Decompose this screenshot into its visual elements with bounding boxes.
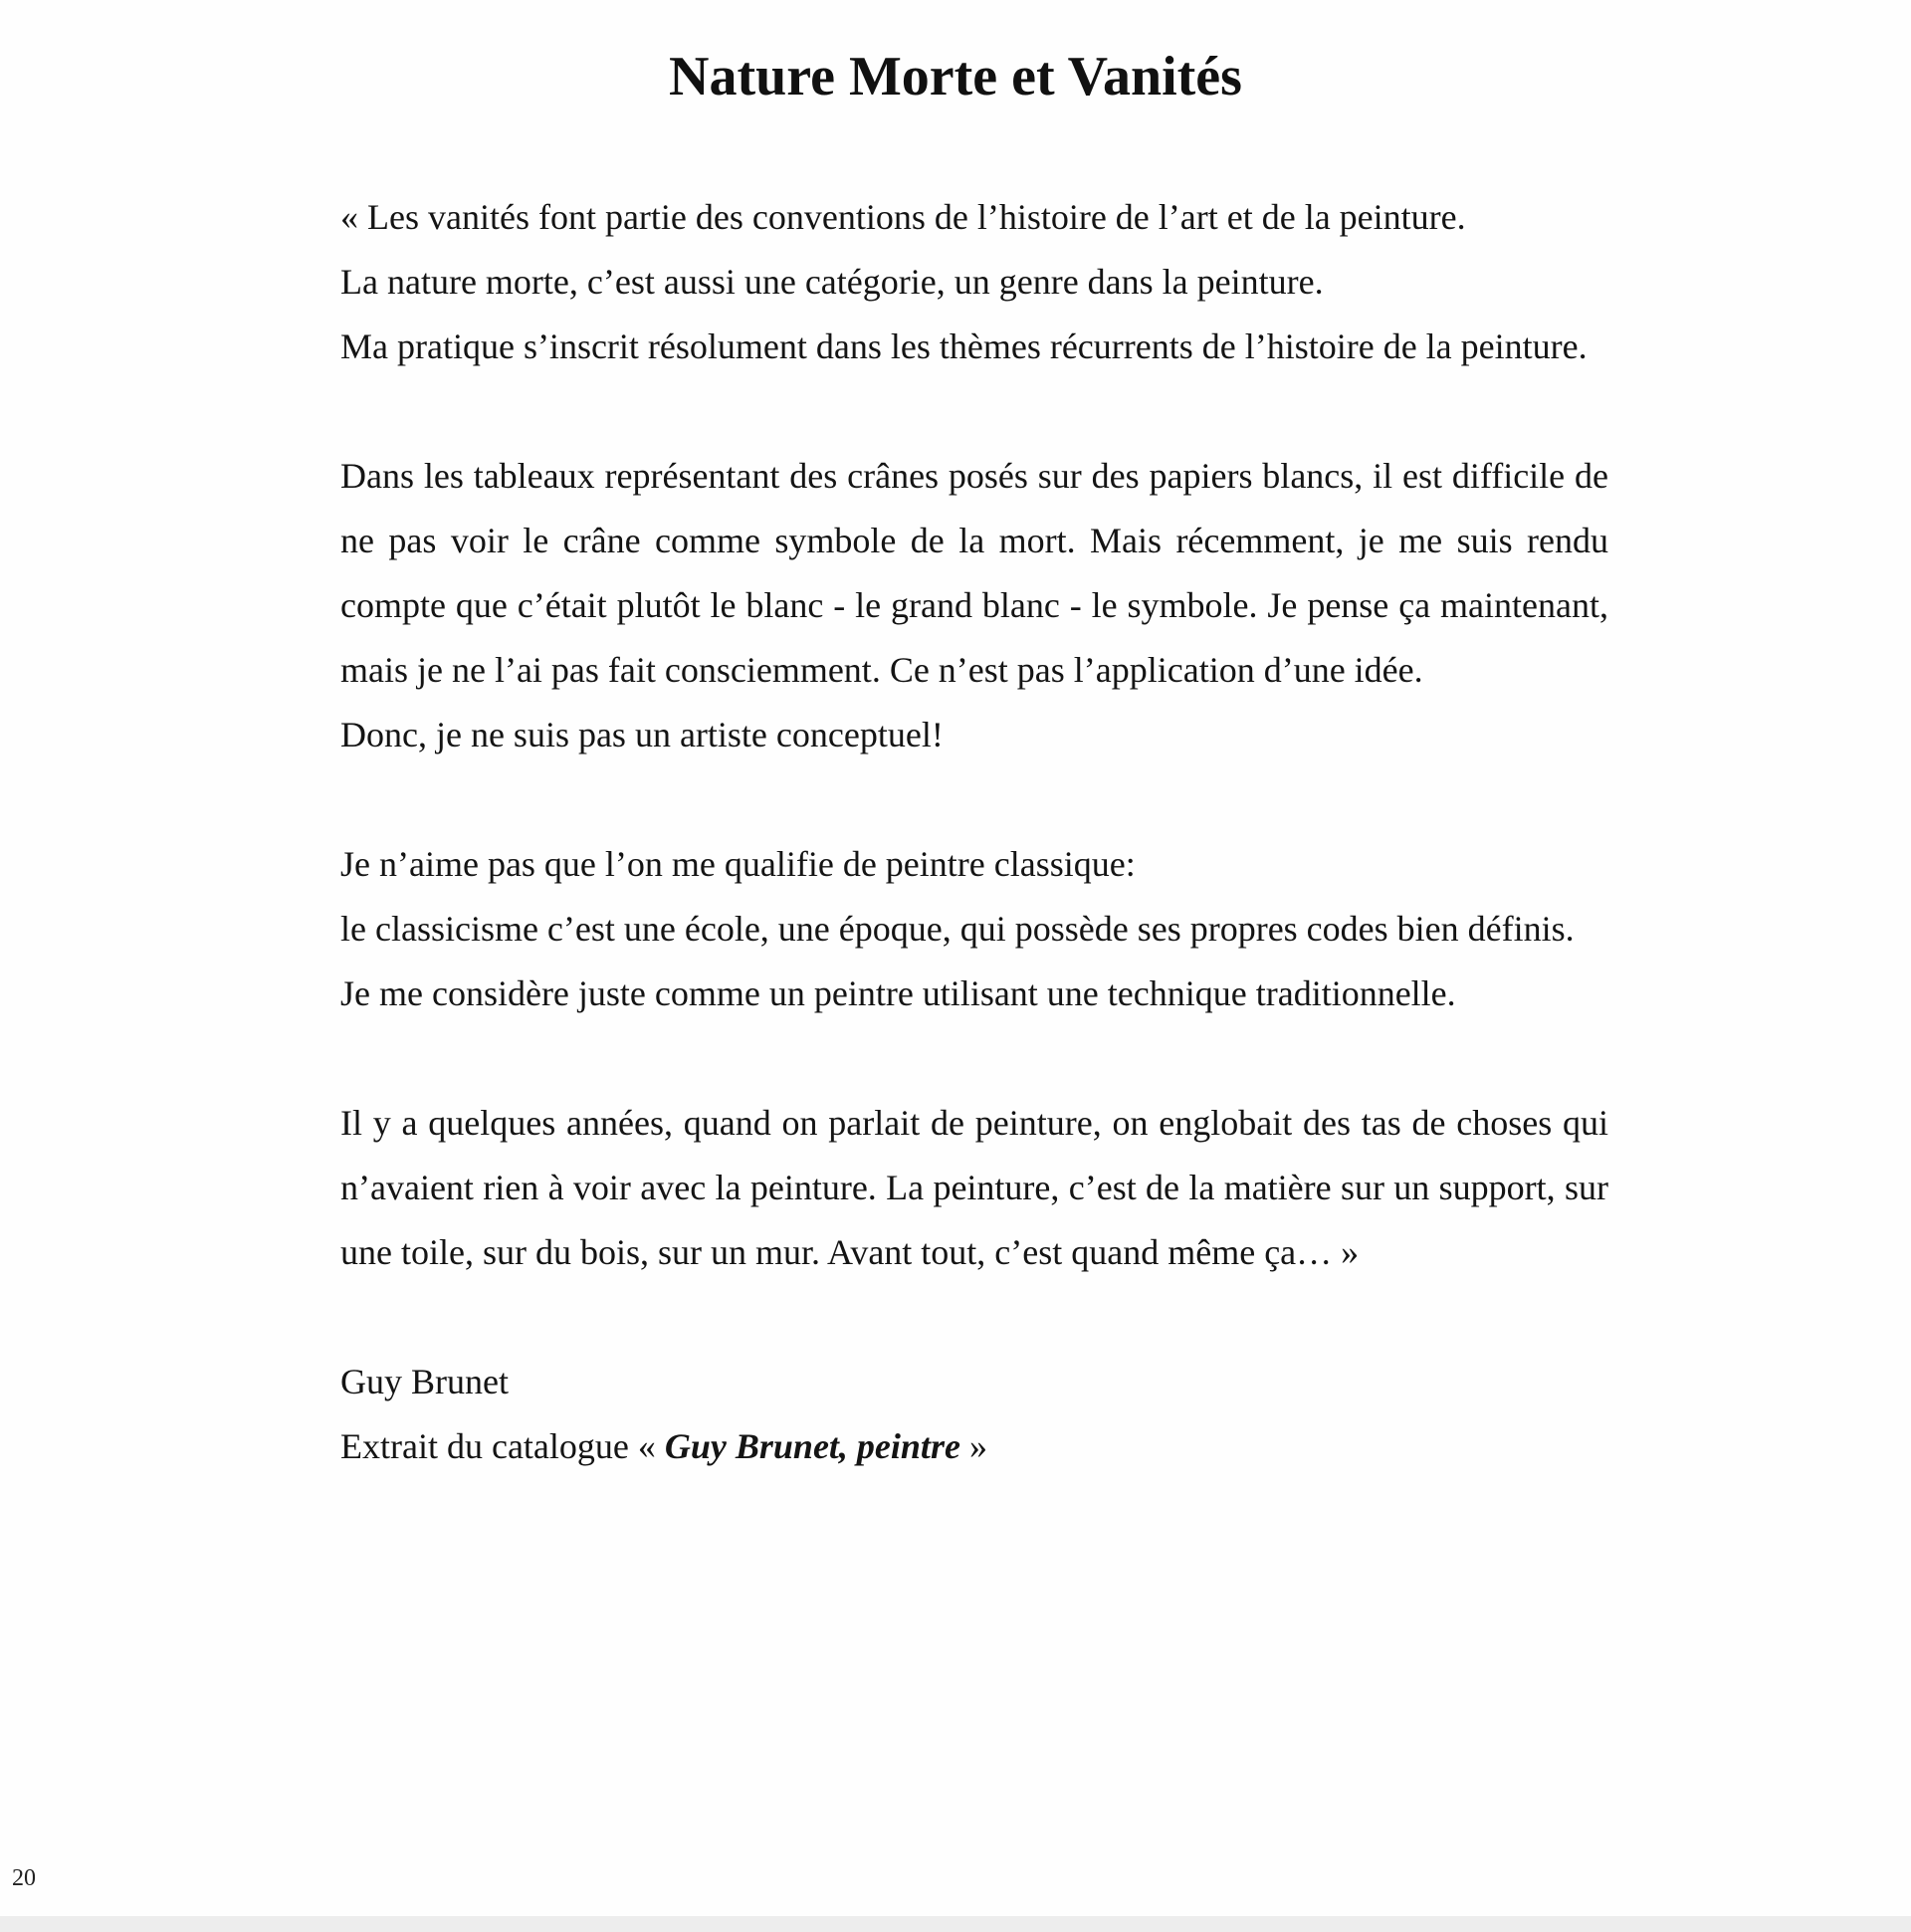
paragraph-2-line-2: Donc, je ne suis pas un artiste conceptuel!	[340, 715, 944, 754]
paragraph-4-line-1: Il y a quelques années, quand on parlait de peinture, on englobait des tas de choses qui n’avaient rien à voir avec la peinture. La peinture, c’est de la matière sur un support, sur une toile, sur du bois, sur un mur. Avant tout, c’est quand même ça… »	[340, 1103, 1608, 1272]
document-body	[340, 185, 1608, 1479]
paragraph-2-line-1: Dans les tableaux représentant des crânes posés sur des papiers blancs, il est difficile de ne pas voir le crâne comme symbole de la mort. Mais récemment, je me suis rendu compte que c’était plutôt le blanc - le grand blanc - le symbole. Je pense ça maintenant, mais je ne l’ai pas fait consciemment. Ce n’est pas l’application d’une idée.	[340, 456, 1608, 690]
page-title: Nature Morte et Vanités	[669, 46, 1242, 107]
paragraph-1-line-2: La nature morte, c’est aussi une catégorie, un genre dans la peinture.	[340, 262, 1324, 302]
author-name: Guy Brunet	[340, 1362, 509, 1401]
paragraph-1-line-1: « Les vanités font partie des conventions de l’histoire de l’art et de la peinture.	[340, 197, 1466, 237]
paragraph-1	[340, 185, 1608, 379]
signature-block	[340, 1350, 1608, 1479]
source-citation	[340, 1414, 1608, 1479]
source-prefix: Extrait du catalogue «	[340, 1426, 665, 1466]
paragraph-1-line-3: Ma pratique s’inscrit résolument dans les thèmes récurrents de l’histoire de la peinture.	[340, 326, 1588, 366]
page-number: 20	[12, 1865, 36, 1891]
paragraph-3-line-1: Je n’aime pas que l’on me qualifie de peintre classique:	[340, 844, 1136, 884]
paragraph-3-line-2: le classicisme c’est une école, une époque, qui possède ses propres codes bien définis.	[340, 909, 1575, 949]
catalogue-title: Guy Brunet, peintre	[664, 1426, 960, 1466]
paragraph-4	[340, 1091, 1608, 1285]
page-bottom-edge	[0, 1916, 1911, 1932]
paragraph-3	[340, 832, 1608, 1026]
paragraph-2	[340, 444, 1608, 767]
source-suffix: »	[959, 1426, 987, 1466]
paragraph-3-line-3: Je me considère juste comme un peintre utilisant une technique traditionnelle.	[340, 973, 1456, 1013]
